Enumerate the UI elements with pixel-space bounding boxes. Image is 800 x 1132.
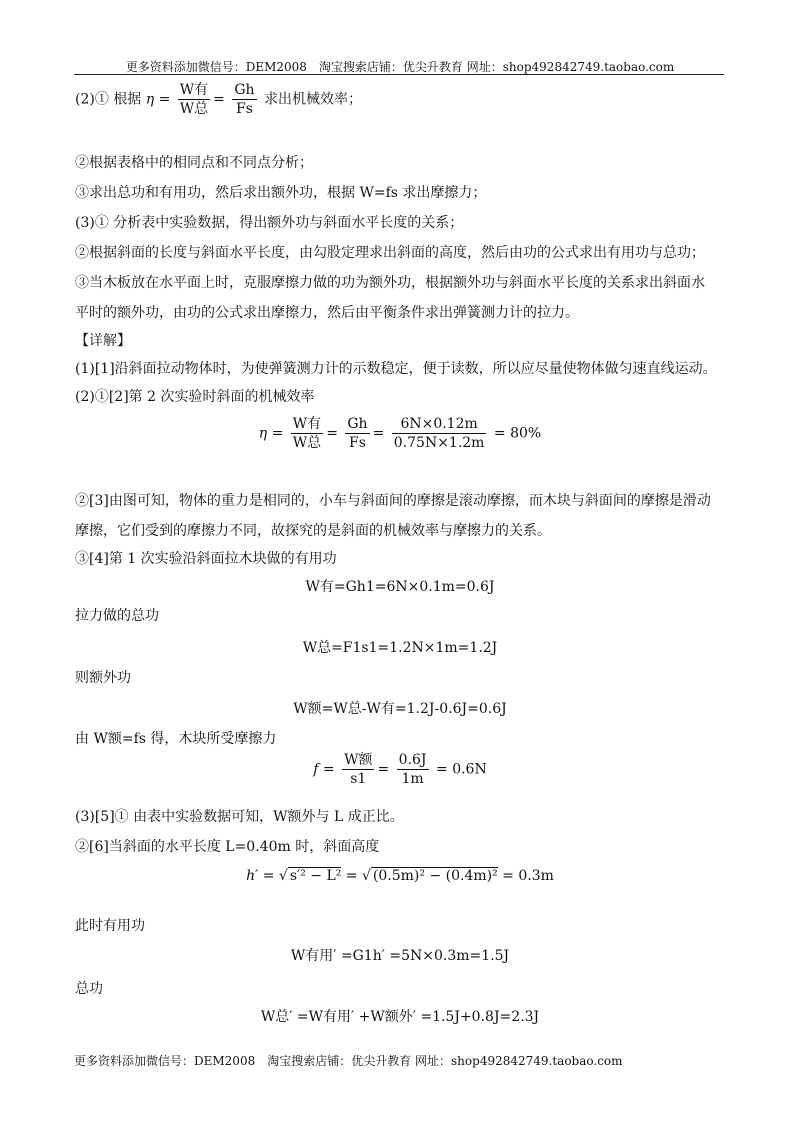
height-result: = 0.3m — [502, 868, 554, 884]
line-18: ②[6]当斜面的水平长度 L=0.40m 时，斜面高度 — [75, 839, 380, 855]
line-4: (3)① 分析表中实验数据，得出额外功与斜面水平长度的关系； — [75, 215, 464, 231]
equation-total-work: W总=F1s1=1.2N×1m=1.2J — [302, 640, 498, 656]
page-header: 更多资料添加微信号：DEM2008 淘宝搜索店铺：优尖升教育 网址：shop492842749.taobao.com — [125, 60, 675, 74]
header-rule — [74, 74, 724, 75]
line-11: ②[3]由图可知，物体的重力是相同的，小车与斜面间的摩擦是滚动摩擦，而木块与斜面间的摩擦是滑动 — [75, 493, 711, 509]
friction-result: = 0.6N — [436, 761, 487, 778]
equation-useful-work: W有=Gh1=6N×0.1m=0.6J — [305, 579, 495, 595]
equation-useful-work-2: W有用′ =G1h′ =5N×0.3m=1.5J — [290, 948, 510, 964]
line-13: ③[4]第 1 次实验沿斜面拉木块做的有用功 — [75, 551, 337, 567]
line-10: (2)①[2]第 2 次实验时斜面的机械效率 — [75, 389, 315, 405]
equation-efficiency: η = $\frac{\text{W有}}{\text{W总}}$ = $\frac{Gh}{Fs}$ = $\frac{6N\times 0.12m}{0.75N\times 1.2m}$ = 80% — [258, 416, 542, 451]
line-6: ③当木板放在水平面上时，克服摩擦力做的功为额外功，根据额外功与斜面水平长度的关系求出斜面水 — [75, 275, 705, 291]
line-15: 则额外功 — [75, 670, 131, 686]
line-20: 总功 — [75, 981, 103, 997]
line-14: 拉力做的总功 — [75, 608, 159, 624]
line-17: (3)[5]① 由表中实验数据可知，W额外与 L 成正比。 — [75, 809, 404, 825]
page-footer: 更多资料添加微信号：DEM2008 淘宝搜索店铺：优尖升教育 网址：shop492842749.taobao.com — [74, 1054, 623, 1068]
frac-num: Gh — [234, 82, 255, 98]
line-16: 由 W额=fs 得，木块所受摩擦力 — [75, 731, 277, 747]
frac-den: Fs — [235, 101, 253, 117]
line-19: 此时有用功 — [75, 918, 145, 934]
line-1-suffix: 求出机械效率； — [264, 91, 362, 108]
section-heading: 【详解】 — [75, 333, 131, 349]
line-5: ②根据斜面的长度与斜面水平长度，由勾股定理求出斜面的高度，然后由功的公式求出有用功与总功； — [75, 245, 705, 261]
line-12: 摩擦，它们受到的摩擦力不同，故探究的是斜面的机械效率与摩擦力的关系。 — [75, 523, 551, 539]
equation-friction: f = $\frac{\text{W额}}{s1}$ = $\frac{0.6J}{1m}$ = 0.6N — [313, 752, 487, 787]
frac-den: W总 — [179, 101, 209, 117]
efficiency-result: = 80% — [493, 425, 542, 442]
line-1: (2)① 根据 η = $\frac{\text{W有}}{\text{W总}}$ = $\frac{Gh}{Fs}$ 求出机械效率； — [75, 82, 362, 117]
line-3: ③求出总功和有用功，然后求出额外功，根据 W=fs 求出摩擦力； — [75, 185, 487, 201]
frac-num: W有 — [179, 82, 209, 98]
equation-height: h′ = √ s′² − L² = √ (0.5m)² − (0.4m)² = 0.3m — [246, 868, 554, 884]
fraction-w — [178, 82, 210, 117]
line-9: (1)[1]沿斜面拉动物体时，为使弹簧测力计的示数稳定，便于读数，所以应尽量使物体做匀速直线运动。 — [75, 361, 717, 377]
equation-extra-work: W额=W总-W有=1.2J-0.6J=0.6J — [293, 701, 507, 717]
line-7: 平时的额外功，由功的公式求出摩擦力，然后由平衡条件求出弹簧测力计的拉力。 — [75, 305, 579, 321]
fraction-gh — [232, 82, 256, 117]
line-1-prefix: (2)① 根据 — [75, 91, 142, 108]
line-2: ②根据表格中的相同点和不同点分析； — [75, 155, 313, 171]
equation-total-work-2: W总′ =W有用′ +W额外′ =1.5J+0.8J=2.3J — [260, 1009, 540, 1025]
